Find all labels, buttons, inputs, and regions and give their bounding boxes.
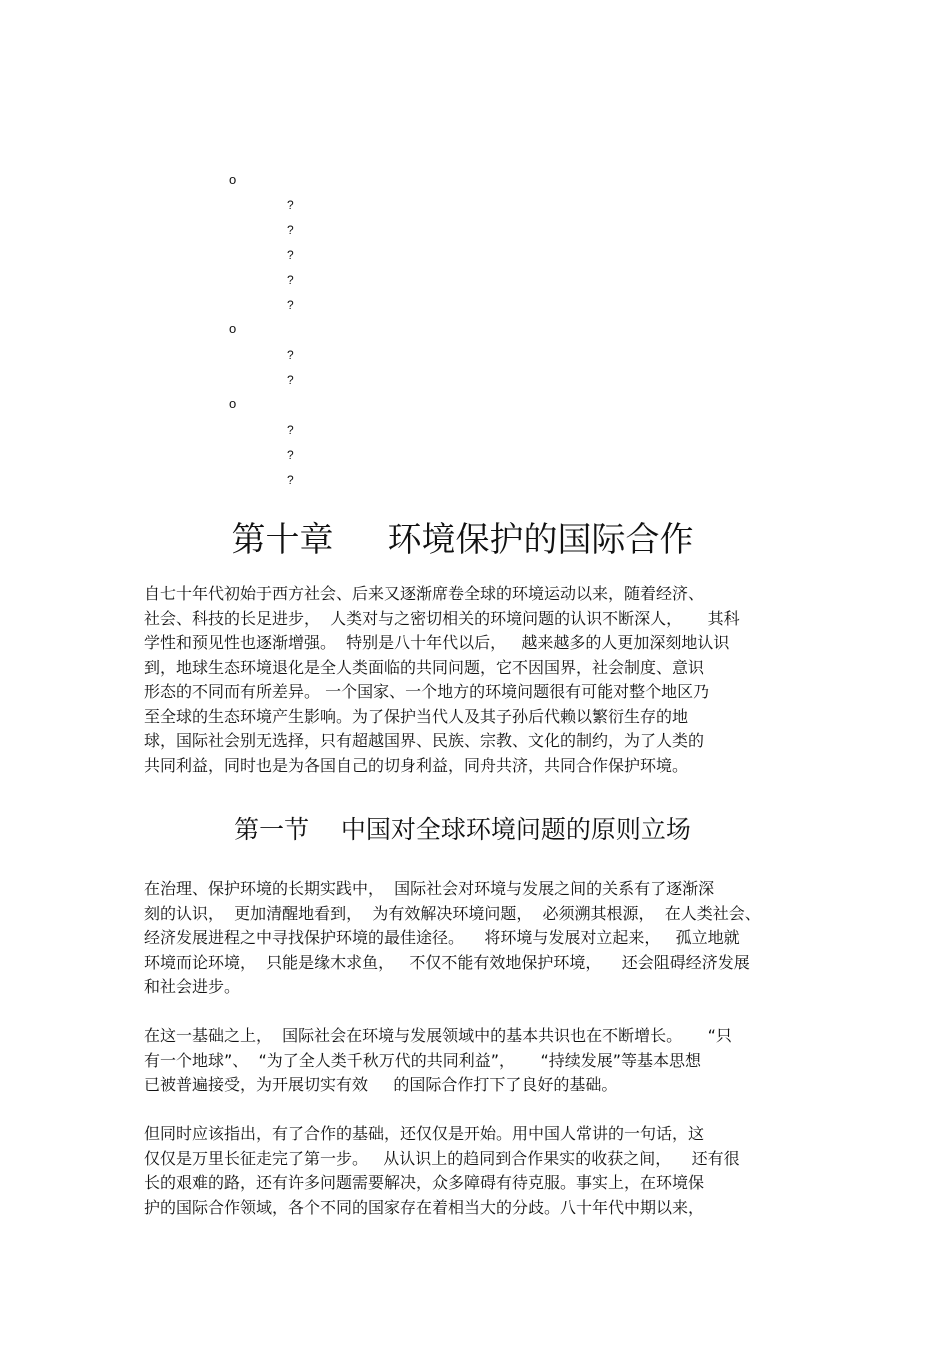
paragraph-line: 学性和预见性也逐渐增强。 特别是八十年代以后， 越来越多的人更加深刻地认识 [144,633,730,652]
paragraph-line: 刻的认识， 更加清醒地看到， 为有效解决环境问题， 必须溯其根源， 在人类社会、 [144,903,761,923]
paragraph-line: 到，地球生态环境退化是全人类面临的共同问题，它不因国界，社会制度、意识 [144,657,705,677]
intro-paragraph [144,582,824,778]
body-paragraph [144,877,824,1000]
paragraph-line: 仅仅是万里长征走完了第一步。 从认识上的趋同到合作果实的收获之间， 还有很 [144,1148,740,1168]
body-paragraph [144,1024,824,1098]
paragraph-line: 护的国际合作领域，各个不同的国家存在着相当大的分歧。八十年代中期以来， [144,1197,705,1217]
outline-sub-item: ? [287,223,294,237]
paragraph-line: 有一个地球”、 “为了全人类千秋万代的共同利益”， “持续发展”等基本思想 [144,1050,702,1070]
paragraph-line: 经济发展进程之中寻找保护环境的最佳途径。 将环境与发展对立起来， 孤立地就 [144,928,740,947]
outline-sub-item: ? [287,348,294,362]
paragraph-line: 共同利益，同时也是为各国自己的切身利益，同舟共济，共同合作保护环境。 [144,755,689,775]
chapter-title: 第十章 环境保护的国际合作 [231,520,694,560]
paragraph-line: 在这一基础之上， 国际社会在环境与发展领域中的基本共识也在不断增长。 “只 [144,1026,732,1045]
body-paragraph [144,1122,824,1220]
paragraph-line: 已被普遍接受，为开展切实有效 的国际合作打下了良好的基础。 [144,1075,618,1094]
outline-sub-item: ? [287,198,294,212]
outline-sub-item: ? [287,298,294,312]
paragraph-line: 球，国际社会别无选择，只有超越国界、民族、宗教、文化的制约，为了人类的 [144,731,705,750]
outline-bullet: o [229,396,237,411]
outline-sub-item: ? [287,473,294,487]
outline-sub-item: ? [287,373,294,387]
paragraph-line: 环境而论环境， 只能是缘木求鱼， 不仅不能有效地保护环境， 还会阻碍经济发展 [144,952,750,972]
paragraph-line: 社会、科技的长足进步， 人类对与之密切相关的环境问题的认识不断深人， 其科 [144,608,740,628]
paragraph-line: 形态的不同而有所差异。 一个国家、一个地方的环境问题很有可能对整个地区乃 [144,682,710,701]
section-title: 第一节 中国对全球环境问题的原则立场 [234,815,691,844]
paragraph-line: 至全球的生态环境产生影响。为了保护当代人及其子孙后代赖以繁衍生存的地 [144,706,689,726]
paragraph-line: 自七十年代初始于西方社会、后来又逐渐席卷全球的环境运动以来，随着经济、 [144,584,705,603]
outline-sub-item: ? [287,448,294,462]
outline-sub-item: ? [287,248,294,262]
paragraph-line: 长的艰难的路，还有许多问题需要解决，众多障碍有待克服。事实上，在环境保 [144,1173,705,1192]
outline-bullet: o [229,172,237,187]
paragraph-line: 但同时应该指出，有了合作的基础，还仅仅是开始。用中国人常讲的一句话，这 [144,1124,705,1143]
paragraph-line: 在治理、保护环境的长期实践中， 国际社会对环境与发展之间的关系有了逐渐深 [144,879,715,898]
outline-bullet: o [229,321,237,336]
paragraph-line: 和社会进步。 [144,977,241,996]
outline-sub-item: ? [287,273,294,287]
outline-sub-item: ? [287,423,294,437]
